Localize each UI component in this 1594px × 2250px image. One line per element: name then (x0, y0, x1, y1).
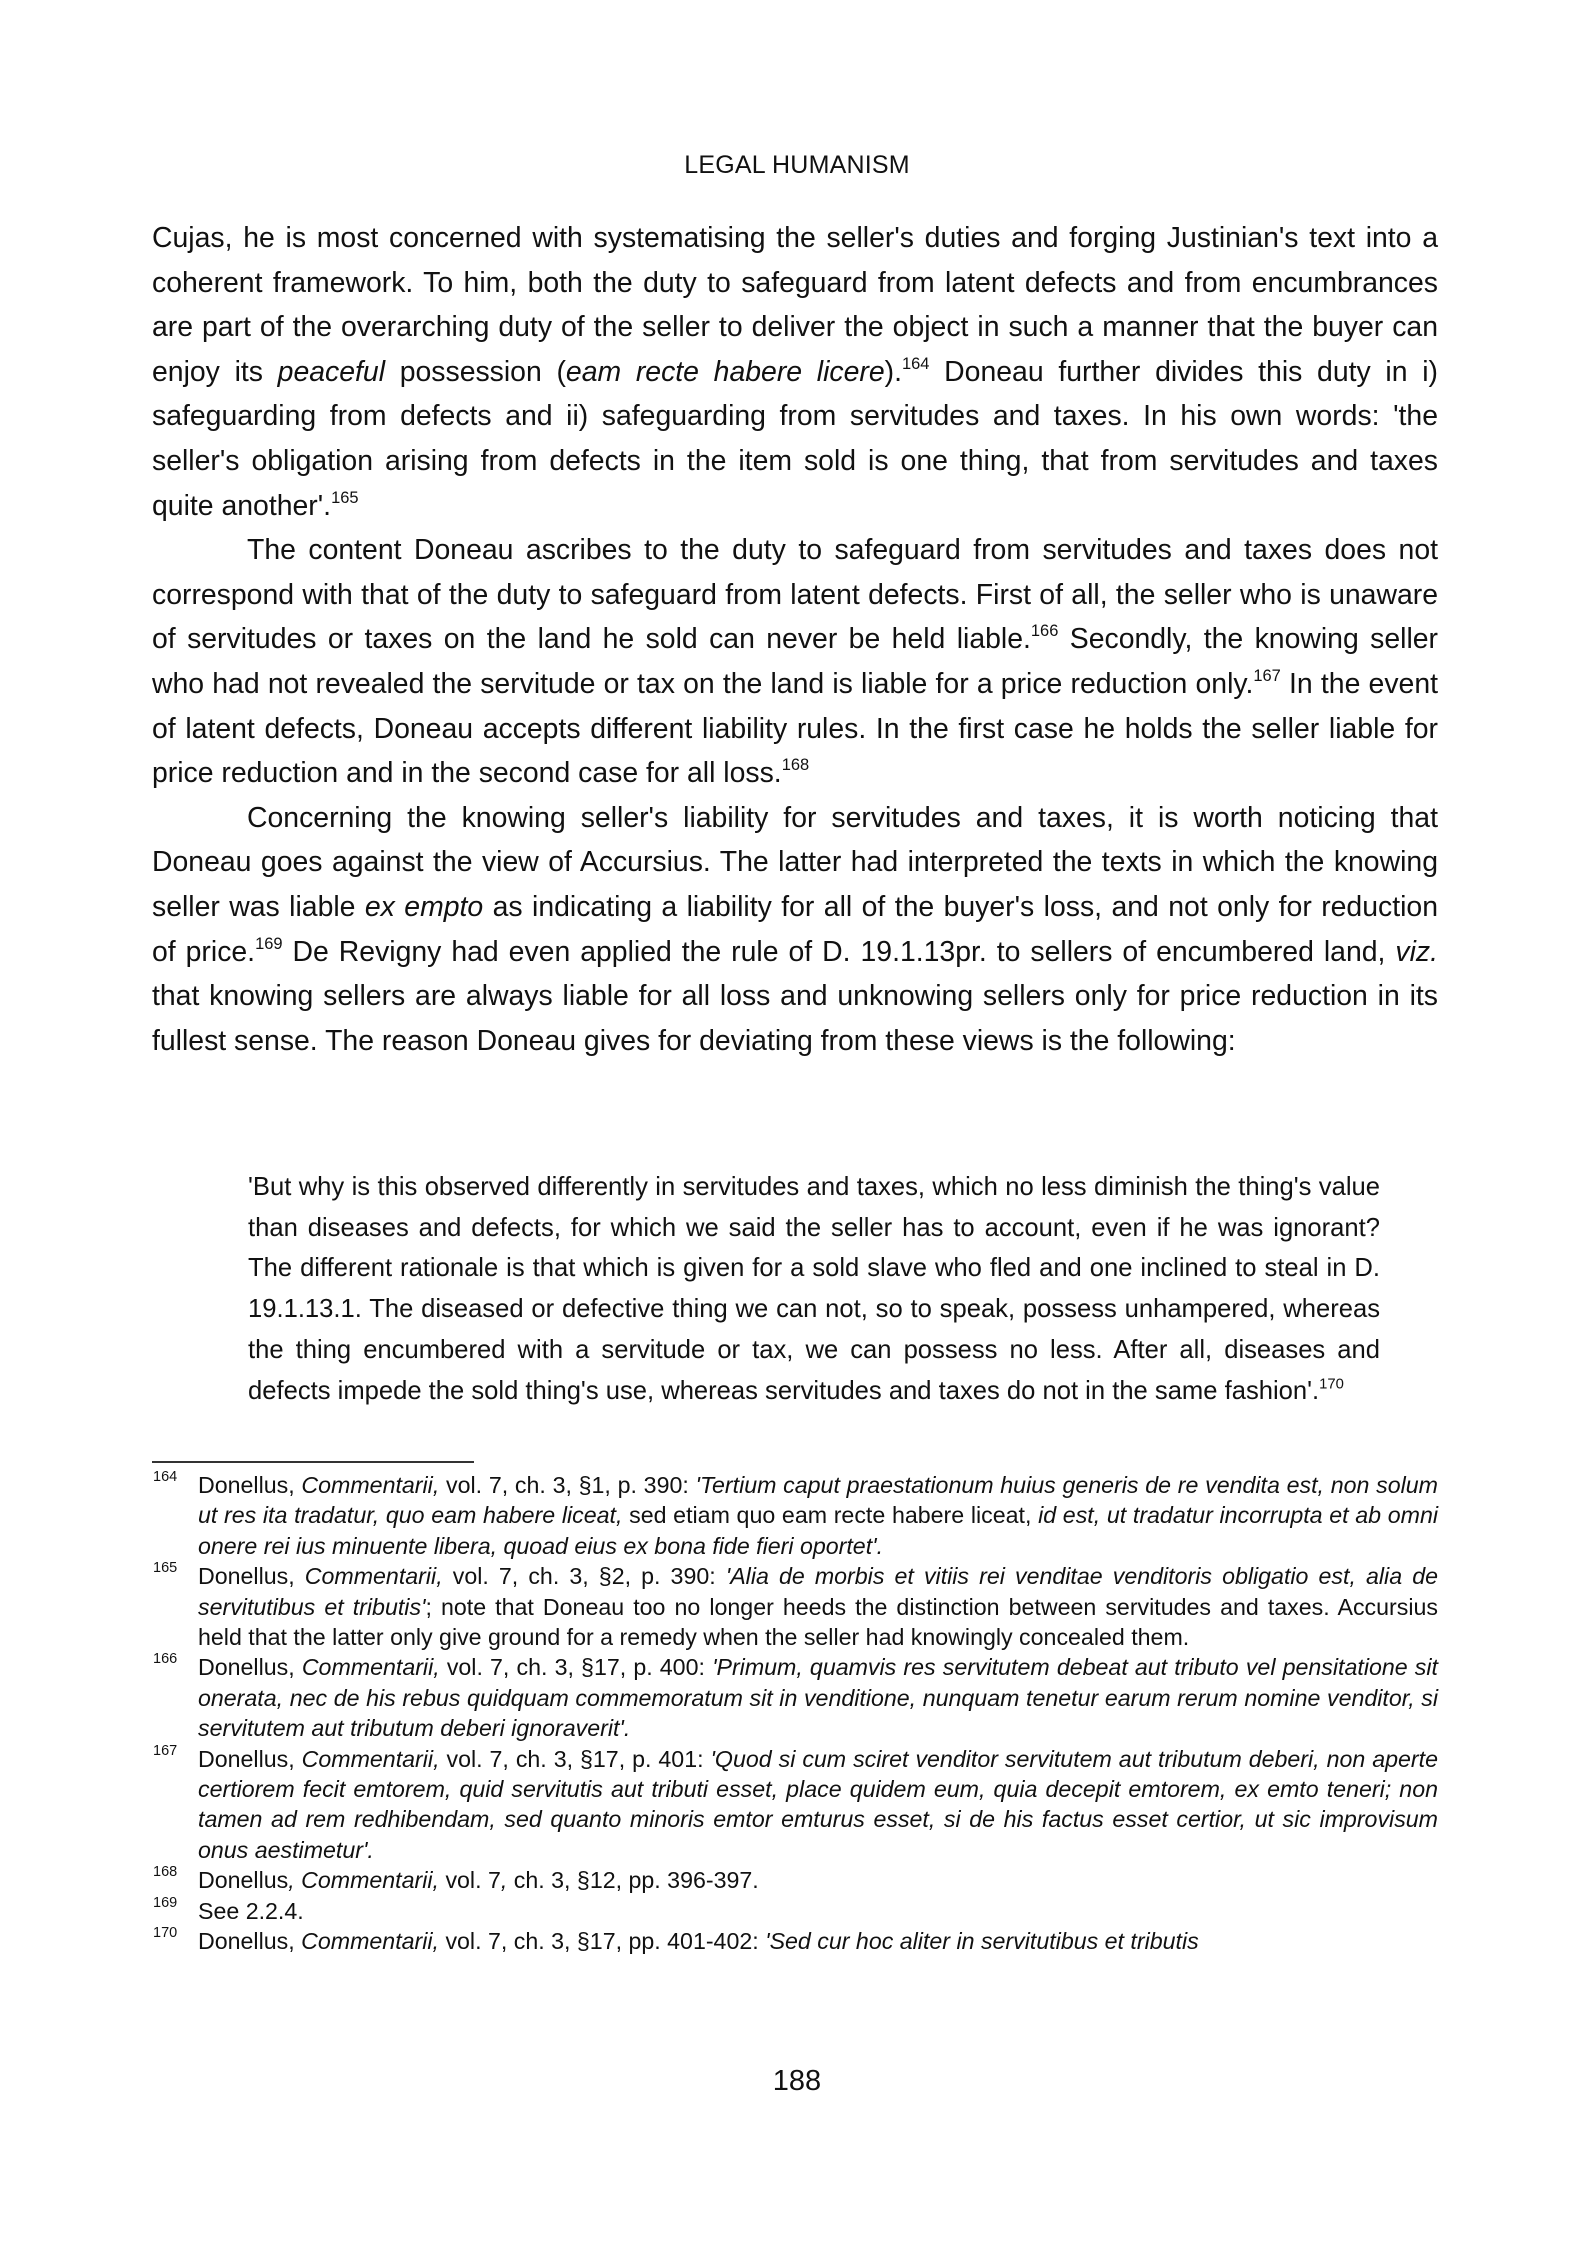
footnote-166 (152, 1652, 1438, 1743)
italic-text: peaceful (277, 355, 386, 388)
page-number: 188 (772, 2065, 822, 2097)
main-body-text (152, 216, 1438, 1063)
italic-text: 'Alia de morbis et vitiis rei venditae venditoris obligatio est, alia de servitutibus et tributis' (198, 1563, 1438, 1620)
italic-text: 'Quod si cum sciret venditor servitutem aut tributum deberi, non aperte certiorem fecit emtorem, quid servitutis aut tributi esset, place quidem eum, quia decepit emtorem, ex emto teneri; non tamen ad rem redhibendam, sed quanto minoris emtor emturus esset, si de his factus esset certior, ut sic improvisum onus aestimetur'. (198, 1745, 1438, 1863)
footnote-169 (152, 1896, 1438, 1926)
italic-text: Commentarii, (301, 1472, 440, 1498)
footnote-text: See 2.2.4. (198, 1897, 304, 1924)
footnote-text: Donellus, Commentarii, vol. 7, ch. 3, §2, p. 390: 'Alia de morbis et vitiis rei venditae venditoris obligatio est, alia de servitutibus et tributis'; note that Doneau too no longer heeds the distinction between servitudes and taxes. Accursius held that the latter only give ground for a remedy when the seller had knowingly concealed them. (198, 1563, 1438, 1651)
body-paragraph-3: Concerning the knowing seller's liability for servitudes and taxes, it is worth noticing that Doneau goes against the view of Accursius. The latter had interpreted the texts in which the knowing seller was liable ex empto as indicating a liability for all of the buyer's loss, and not only for reduction of price.$^{169}$ De Revigny had even applied the rule of D. 19.1.13pr. to sellers of encumbered land, viz. that knowing sellers are always liable for all loss and unknowing sellers only for price reduction in its fullest sense. The reason Doneau gives for deviating from these views is the following: (152, 801, 1438, 1057)
footnote-reference: 166 (1030, 622, 1059, 641)
italic-text: Commentarii, (301, 1745, 440, 1772)
italic-text: 'Sed cur hoc aliter in servitutibus et tributis (765, 1928, 1199, 1955)
footnote-reference: 167 (1253, 667, 1281, 686)
italic-text: ex empto (364, 890, 484, 923)
footnote-number: 164 (153, 1469, 178, 1485)
footnote-number: 168 (153, 1864, 178, 1881)
footnote-167 (152, 1744, 1438, 1866)
footnote-number: 170 (153, 1925, 178, 1942)
footnote-text: Donellus, Commentarii, vol. 7, ch. 3, §17, pp. 401-402: 'Sed cur hoc aliter in servitutibus et tributis (198, 1928, 1199, 1955)
footnotes-section (152, 1470, 1438, 1957)
italic-text: , (500, 1867, 508, 1894)
footnote-reference: 164 (901, 354, 930, 373)
footnote-text: Donellus, Commentarii, vol. 7, ch. 3, §1, p. 390: 'Tertium caput praestationum huius generis de re vendita est, non solum ut res ita tradatur, quo eam habere liceat, sed etiam quo eam recte habere liceat, id est, ut tradatur incorrupta et ab omni onere rei ius minuente libera, quoad eius ex bona fide fieri oportet'. (198, 1472, 1438, 1559)
body-paragraph-1: Cujas, he is most concerned with systematising the seller's duties and forging Justinian's text into a coherent framework. To him, both the duty to safeguard from latent defects and from encumbrances are part of the overarching duty of the seller to deliver the object in such a manner that the buyer can enjoy its peaceful possession (eam recte habere licere).$^{164}$ Doneau further divides this duty in i) safeguarding from defects and ii) safeguarding from servitudes and taxes. In his own words: 'the seller's obligation arising from defects in the item sold is one thing, that from servitudes and taxes quite another'.$^{165}$ (152, 222, 1438, 522)
footnote-170 (152, 1926, 1438, 1956)
footnote-reference: 169 (255, 934, 283, 953)
italic-text: Commentarii, (301, 1928, 439, 1955)
italic-text: Commentarii, (304, 1563, 443, 1590)
footnote-text: Donellus, Commentarii, vol. 7, ch. 3, §17, p. 401: 'Quod si cum sciret venditor servitutem aut tributum deberi, non aperte certiorem fecit emtorem, quid servitutis aut tributi esset, place quidem eum, quia decepit emtorem, ex emto teneri; non tamen ad rem redhibendam, sed quanto minoris emtor emturus esset, si de his factus esset certior, ut sic improvisum onus aestimetur'. (198, 1745, 1438, 1863)
footnote-164 (152, 1470, 1438, 1561)
footnote-reference: 165 (331, 488, 359, 507)
footnote-separator-rule (152, 1461, 474, 1463)
italic-text: , Commentarii, (288, 1867, 439, 1894)
italic-text: eam recte habere licere (565, 355, 885, 388)
body-paragraph-2: The content Doneau ascribes to the duty to safeguard from servitudes and taxes does not correspond with that of the duty to safeguard from latent defects. First of all, the seller who is unaware of servitudes or taxes on the land he sold can never be held liable.$^{166}$ Secondly, the knowing seller who had not revealed the servitude or tax on the land is liable for a price reduction only.$^{167}$ In the event of latent defects, Doneau accepts different liability rules. In the first case he holds the seller liable for price reduction and in the second case for all loss.$^{168}$ (152, 534, 1438, 790)
footnote-reference: 170 (1319, 1375, 1344, 1392)
footnote-number: 167 (153, 1742, 178, 1759)
italic-text: id est, ut tradatur incorrupta et ab omni onere rei ius minuente libera, quoad eius ex bona fide fieri oportet'. (198, 1502, 1438, 1559)
footnote-reference: 168 (781, 756, 810, 775)
italic-text: 'Tertium caput praestationum huius generis de re vendita est, non solum ut res ita tradatur, quo eam habere liceat, (198, 1472, 1438, 1529)
italic-text: viz. (1395, 935, 1438, 968)
footnote-text: Donellus, Commentarii, vol. 7, ch. 3, §12, pp. 396-397. (198, 1867, 759, 1894)
footnote-text: Donellus, Commentarii, vol. 7, ch. 3, §17, p. 400: 'Primum, quamvis res servitutem debeat aut tributo vel pensitatione sit onerata, nec de his rebus quidquam commemoratum sit in venditione, nunquam tenetur earum rerum nomine venditor, si servitutem aut tributum deberi ignoraverit'. (198, 1654, 1438, 1742)
block-quotation: 'But why is this observed differently in servitudes and taxes, which no less diminish the thing's value than diseases and defects, for which we said the seller has to account, even if he was ignorant? The different rationale is that which is given for a sold slave who fled and one inclined to steal in D. 19.1.13.1. The diseased or defective thing we can not, so to speak, possess unhampered, whereas the thing encumbered with a servitude or tax, we can possess no less. After all, diseases and defects impede the sold thing's use, whereas servitudes and taxes do not in the same fashion'.$^{170}$ (248, 1173, 1380, 1405)
italic-text: 'Primum, quamvis res servitutem debeat aut tributo vel pensitatione sit onerata, nec de his rebus quidquam commemoratum sit in venditione, nunquam tenetur earum rerum nomine venditor, si servitutem aut tributum deberi ignoraverit'. (198, 1654, 1438, 1742)
running-header-title: LEGAL HUMANISM (684, 151, 910, 179)
footnote-168 (152, 1865, 1438, 1895)
footnote-165 (152, 1561, 1438, 1652)
footnote-number: 166 (153, 1651, 178, 1668)
footnote-number: 165 (153, 1560, 178, 1577)
footnote-number: 169 (153, 1894, 178, 1911)
italic-text: Commentarii, (301, 1654, 440, 1681)
